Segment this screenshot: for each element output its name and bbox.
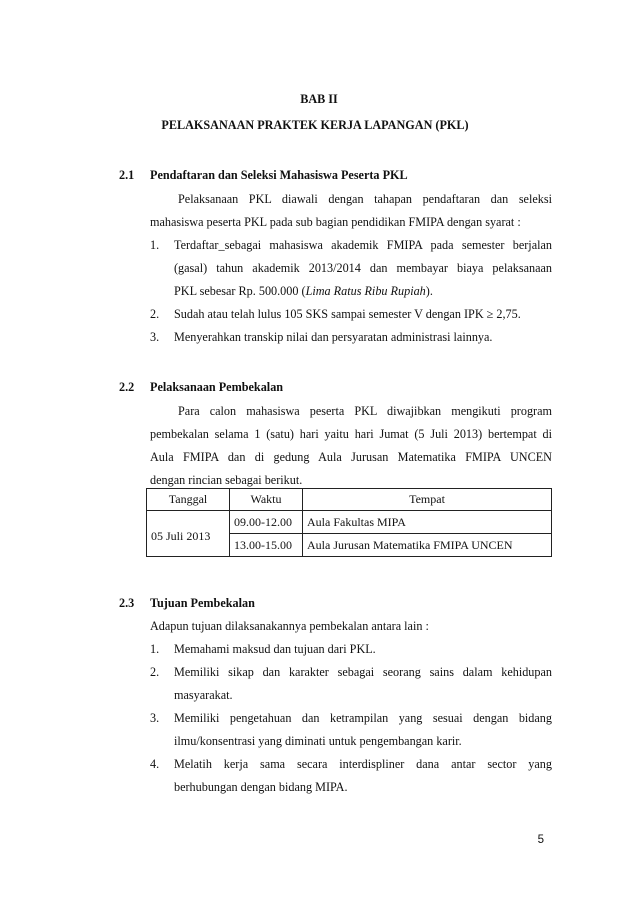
list-item-number: 2. (150, 307, 160, 321)
table-cell-place: Aula Jurusan Matematika FMIPA UNCEN (303, 534, 552, 557)
list-item-text: Memahami maksud dan tujuan dari PKL. (174, 642, 376, 656)
list-item-number: 3. (150, 330, 160, 344)
table-cell-date: 05 Juli 2013 (147, 511, 230, 557)
section-2-1-para-line: Pelaksanaan PKL diawali dengan tahapan pendaftaran dan seleksi (178, 192, 552, 206)
table-cell-time: 09.00-12.00 (230, 511, 303, 534)
section-2-1-heading: Pendaftaran dan Seleksi Mahasiswa Peserta PKL (150, 168, 408, 182)
list-item-text: berhubungan dengan bidang MIPA. (174, 780, 348, 794)
section-2-3-number: 2.3 (119, 596, 135, 610)
section-2-2-para-line: pembekalan selama 1 (satu) hari yaitu hari Jumat (5 Juli 2013) bertempat di (150, 427, 552, 441)
list-item-text-part: PKL sebesar Rp. 500.000 ( (174, 284, 306, 298)
table-header-row (147, 489, 552, 511)
list-item-number: 3. (150, 711, 160, 725)
chapter-title: PELAKSANAAN PRAKTEK KERJA LAPANGAN (PKL) (161, 118, 469, 132)
table-cell-time: 13.00-15.00 (230, 534, 303, 557)
list-item-text: Memiliki sikap dan karakter sebagai seorang sains dalam kehidupan (174, 665, 552, 679)
section-2-2-number: 2.2 (119, 380, 135, 394)
list-item-number: 2. (150, 665, 160, 679)
table-header: Waktu (230, 489, 303, 511)
list-item-number: 1. (150, 642, 160, 656)
list-item-text-part: ). (425, 284, 433, 298)
list-item-text: Sudah atau telah lulus 105 SKS sampai semester V dengan IPK ≥ 2,75. (174, 307, 521, 321)
section-2-1-number: 2.1 (119, 168, 135, 182)
section-2-2-heading: Pelaksanaan Pembekalan (150, 380, 284, 394)
table-header: Tempat (303, 489, 552, 511)
list-item-number: 1. (150, 238, 160, 252)
section-2-2-para-line: Para calon mahasiswa peserta PKL diwajibkan mengikuti program (178, 404, 552, 418)
table-header: Tanggal (147, 489, 230, 511)
list-item-text (174, 284, 433, 298)
schedule-table (146, 488, 552, 557)
section-2-2-para-line: dengan rincian sebagai berikut. (150, 473, 303, 487)
section-2-1-para-line: mahasiswa peserta PKL pada sub bagian pendidikan FMIPA dengan syarat : (150, 215, 521, 229)
list-item-number: 4. (150, 757, 160, 771)
section-2-3-heading: Tujuan Pembekalan (150, 596, 255, 610)
table-row (147, 511, 552, 534)
list-item-text: Menyerahkan transkip nilai dan persyaratan administrasi lainnya. (174, 330, 493, 344)
list-item-text: (gasal) tahun akademik 2013/2014 dan membayar biaya pelaksanaan (174, 261, 552, 275)
page-number: 5 (537, 834, 544, 846)
list-item-text: Terdaftar_sebagai mahasiswa akademik FMIPA pada semester berjalan (174, 238, 552, 252)
list-item-text: Melatih kerja sama secara interdispliner dana antar sector yang (174, 757, 552, 771)
chapter-number: BAB II (300, 92, 338, 106)
section-2-3-intro: Adapun tujuan dilaksanakannya pembekalan antara lain : (150, 619, 429, 633)
list-item-text: ilmu/konsentrasi yang diminati untuk pengembangan karir. (174, 734, 462, 748)
table-cell-place: Aula Fakultas MIPA (303, 511, 552, 534)
section-2-2-para-line: Aula FMIPA dan di gedung Aula Jurusan Matematika FMIPA UNCEN (150, 450, 552, 464)
list-item-text: masyarakat. (174, 688, 233, 702)
list-item-text: Memiliki pengetahuan dan ketrampilan yang sesuai dengan bidang (174, 711, 552, 725)
list-item-text-italic: Lima Ratus Ribu Rupiah (305, 284, 426, 298)
